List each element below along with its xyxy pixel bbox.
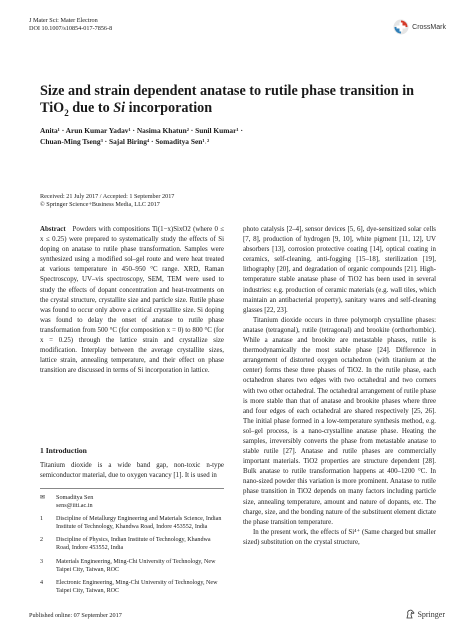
journal-name: J Mater Sci: Mater Electron xyxy=(29,17,98,24)
title-text-3: incorporation xyxy=(125,100,213,116)
doi-link[interactable]: DOI 10.1007/s10854-017-7856-8 xyxy=(29,25,113,32)
title-text-1: Size and strain dependent anatase to rutile phase transition in TiO xyxy=(40,83,415,116)
body-paragraph-3: In the present work, the effects of Si⁴⁺ (Same charged but smaller sized) substitution on the crystal structure, xyxy=(243,528,436,546)
title-italic: Si xyxy=(113,100,126,116)
affiliation-item xyxy=(40,559,224,574)
crossmark-label: CrossMark xyxy=(412,23,446,31)
author-list xyxy=(40,125,370,147)
affiliation-list xyxy=(40,516,224,602)
contact-email[interactable]: sens@iiti.ac.in xyxy=(56,502,93,509)
affiliation-item xyxy=(40,580,224,595)
springer-label: Springer xyxy=(417,609,445,619)
body-paragraph-1: photo catalysis [2–4], sensor devices [5, 6], dye-sensitized solar cells [7, 8], production of hydrogen [9, 10], white pigment [11, 12], UV absorbers [13], corrosion protective coating [14], optical coating in ceramics, self-cleaning, anti-fogging [15–18], sterilization [19], lithography [20], and degradation of organic compounds [21]. High-temperature stable anatase phase of TiO2 has been used in several industries: e.g. production of ceramic materials (e.g. wall tiles, which maintain an antibacterial property), sanitary wares and self-cleaning glasses [22, 23]. xyxy=(243,226,436,314)
affiliation-item xyxy=(40,537,224,552)
copyright-notice: © Springer Science+Business Media, LLC 2017 xyxy=(40,201,160,208)
affiliation-text: Electronic Engineering, Ming-Chi University of Technology, New Taipei City, Taiwan, ROC xyxy=(56,580,218,594)
corresponding-author xyxy=(40,494,224,510)
springer-horse-icon xyxy=(406,609,415,619)
article-title xyxy=(40,83,440,122)
affiliation-number: 3 xyxy=(40,558,44,565)
affiliation-number: 1 xyxy=(40,516,44,522)
abstract-label: Abstract xyxy=(40,226,66,233)
footnote-divider xyxy=(40,488,224,489)
section-heading: 1 Introduction xyxy=(40,446,87,455)
affiliation-number: 2 xyxy=(40,537,44,544)
affiliation-item xyxy=(40,516,224,531)
affiliation-text: Materials Engineering, Ming-Chi University of Technology, New Taipei City, Taiwan, ROC xyxy=(56,558,216,573)
received-accepted: Received: 21 July 2017 / Accepted: 1 September 2017 xyxy=(40,193,175,200)
right-column-text xyxy=(243,225,436,548)
affiliation-text: Discipline of Metallurgy Engineering and Materials Science, Indian Institute of Technology, Khandwa Road, Indore 453552, India xyxy=(56,516,222,530)
abstract xyxy=(40,225,224,376)
springer-logo xyxy=(406,609,445,619)
authors-line-2: Chuan-Ming Tseng³ · Sajal Biring⁴ · Somaditya Sen¹˒² xyxy=(40,137,210,146)
crossmark-badge[interactable] xyxy=(393,19,446,35)
affiliation-text: Discipline of Physics, Indian Institute of Technology, Khandwa Road, Indore 453552, India xyxy=(56,537,211,552)
authors-line-1: Anita¹ · Arun Kumar Yadav¹ · Nasima Khatun² · Sunil Kumar¹ · xyxy=(40,126,243,135)
title-text-2: due to xyxy=(68,100,114,116)
journal-header xyxy=(29,17,112,33)
body-paragraph-2: Titanium dioxide occurs in three polymorph crystalline phases: anatase (tetragonal), rutile (tetragonal) and brookite (orthorhombic). While a anatase and brookite are metastable phases, rutile is thermodynamically the most stable phase [24]. Difference in arrangement of distorted oxygen octahedron (with titanium at the center) forms these three phases of TiO2. In the rutile phase, each octahedron shares two edges with two octahedral and two corners with two other octahedral. The octahedral arrangement of rutile phase is more stable than that of anatase and brookite phases where three and four edges of each octahedral are shared respectively [25, 26]. The initial phase formed in a low-temperature synthesis method, e.g. sol–gel process, is a nano-crystalline anatase phase. Heating the samples, irreversibly converts the phase from metastable anatase to stable rutile [27]. Anatase and rutile phases are commercially important materials. TiO2 properties are structure dependent [28]. Bulk anatase to rutile transformation happens at 400–1200 °C. In nano-sized powder this variation is more prominent. Anatase to rutile phase transition in TiO2 depends on many factors including particle size, annealing temperature, amount and nature of dopants, etc. The charge, size, and the bonding nature of the substituent element dictate the phase transition temperature. xyxy=(243,316,436,526)
abstract-body: Powders with compositions Ti(1−x)SixO2 (where 0 ≤ x ≤ 0.25) were prepared to systematically study the effects of Si doping on anatase to rutile phase transformation. Samples were synthesized using a modified sol–gel route and were heat treated at various temperature in 450–950 °C range. XRD, Raman Spectroscopy, UV–vis spectroscopy, SEM, TEM were used to study the effects of dopant concentration and heat-treatments on the crystal structure, crystallite size and particle size. Rutile phase was found to occur only above a critical crystallite size. Si doping was found to delay the onset of anatase to rutile phase transformation from 500 °C (for composition x = 0) to 800 °C (for x = 0.25) through the lattice strain and crystallize size modification. Interplay between the average crystallite sizes, lattice strain, annealing temperature, and their effect on phase transition are discussed in terms of Si incorporation in lattice. xyxy=(40,226,224,375)
crossmark-icon xyxy=(393,19,409,35)
contact-name: Somaditya Sen xyxy=(56,494,94,501)
envelope-icon: ✉ xyxy=(40,494,46,501)
title-subscript: 2 xyxy=(64,107,69,118)
article-dates xyxy=(40,193,174,209)
published-online: Published online: 07 September 2017 xyxy=(29,612,122,619)
intro-paragraph: Titanium dioxide is a wide band gap, non-toxic n-type semiconductor material, due to oxygen vacancy [1]. It is used in xyxy=(40,462,224,480)
affiliation-number: 4 xyxy=(40,580,44,587)
